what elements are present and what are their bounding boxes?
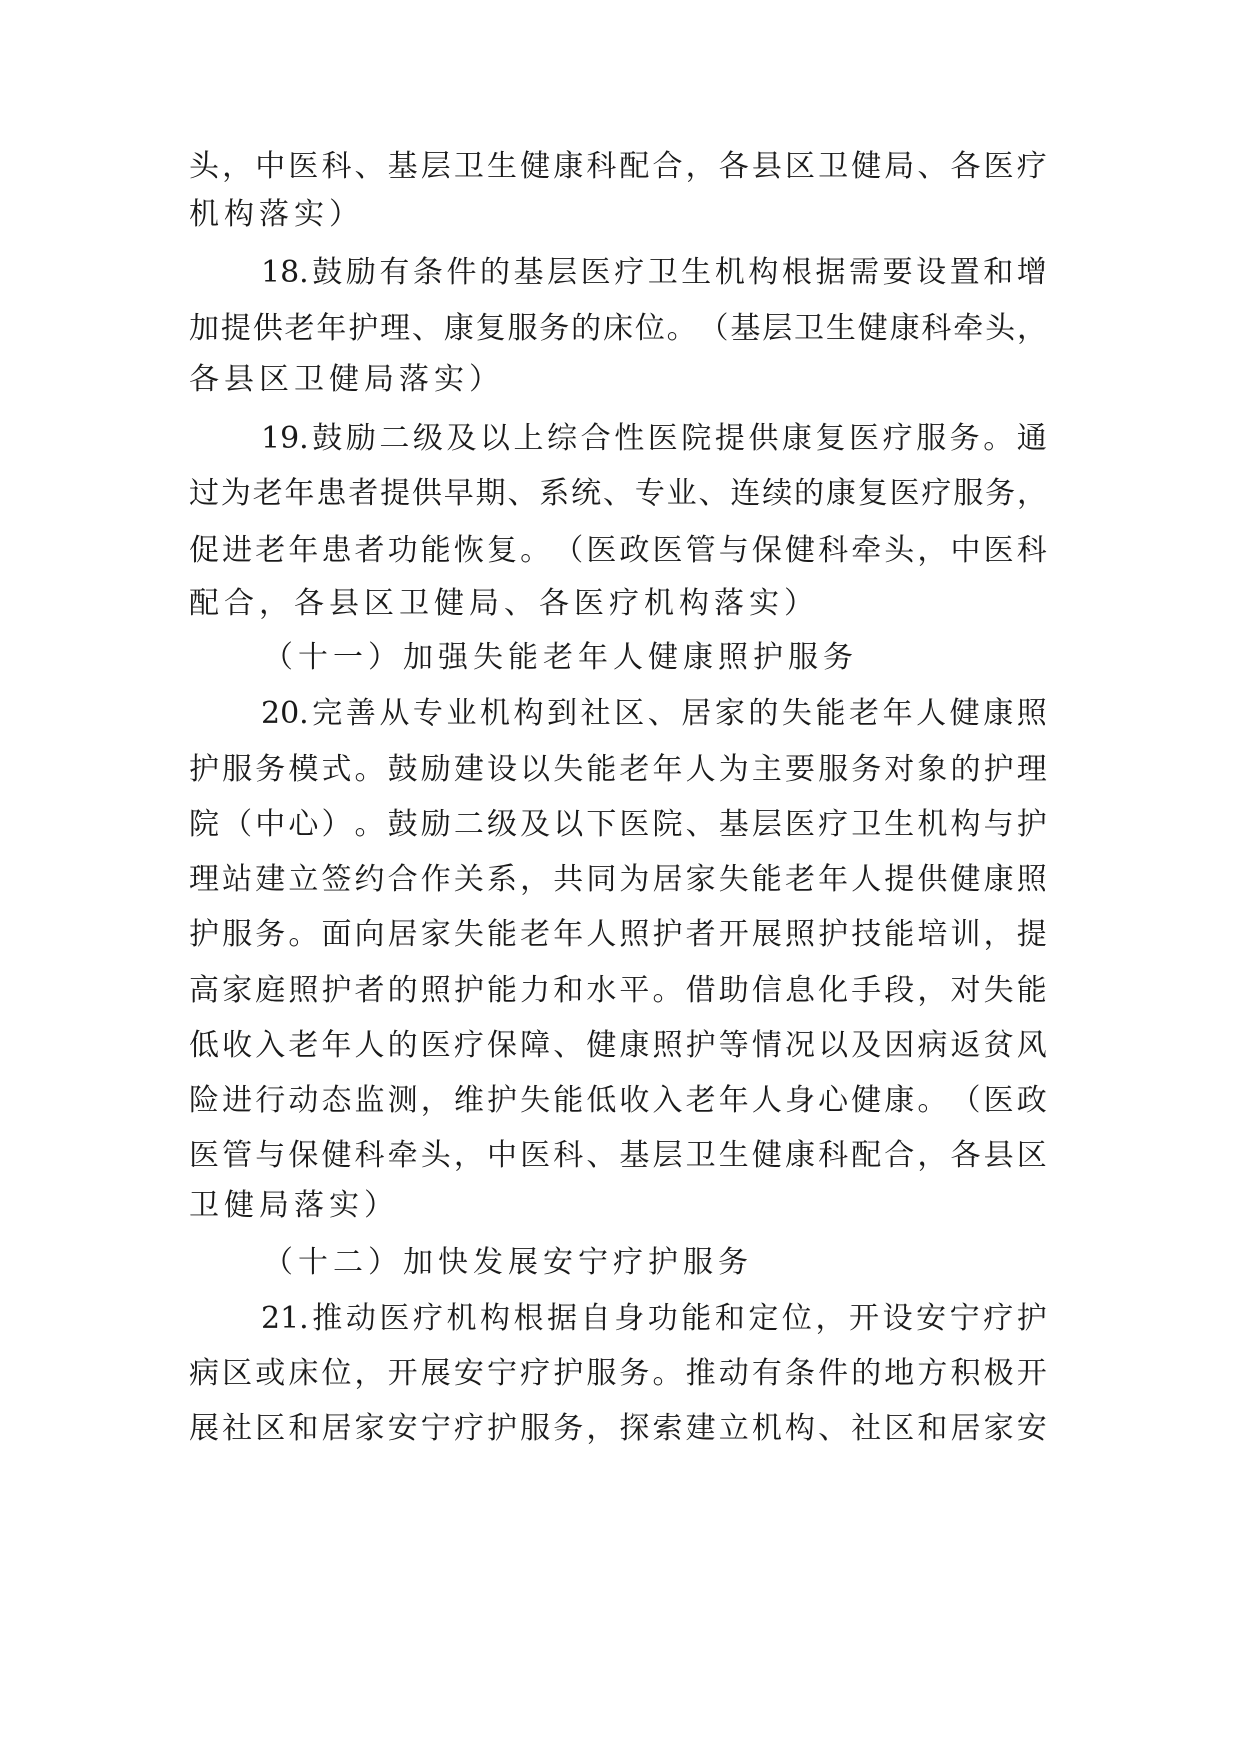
para-20-line-5: 护 服 务 。 面 向 居 家 失 能 老 年 人 照 护 者 开 展 照 护 技 能 培 训 ， 提 [189, 917, 1047, 952]
line-01: 头 ， 中 医 科 、 基 层 卫 生 健 康 科 配 合 ， 各 县 区 卫 健 局 、 各 医 疗 [189, 149, 1047, 184]
para-20-line-2: 护 服 务 模 式 。 鼓 励 建 设 以 失 能 老 年 人 为 主 要 服 务 对 象 的 护 理 [189, 752, 1047, 787]
para-20-line-4: 理 站 建 立 签 约 合 作 关 系 ， 共 同 为 居 家 失 能 老 年 人 提 供 健 康 照 [189, 862, 1047, 897]
para-18-line-2: 加 提 供 老 年 护 理 、 康 复 服 务 的 床 位 。 （ 基 层 卫 生 健 康 科 牵 头 ， [189, 311, 1047, 346]
para-20-line-1: 20. 完 善 从 专 业 机 构 到 社 区 、 居 家 的 失 能 老 年 人 健 康 照 [261, 696, 1047, 731]
para-21-line-2: 病 区 或 床 位 ， 开 展 安 宁 疗 护 服 务 。 推 动 有 条 件 的 地 方 积 极 开 [189, 1356, 1047, 1391]
para-19-line-2: 过 为 老 年 患 者 提 供 早 期 、 系 统 、 专 业 、 连 续 的 康 复 医 疗 服 务 ， [189, 476, 1047, 511]
line-02: 机构落实） [189, 197, 364, 232]
para-19-line-3: 促 进 老 年 患 者 功 能 恢 复 。 （ 医 政 医 管 与 保 健 科 牵 头 ， 中 医 科 [189, 533, 1047, 568]
para-19-line-1: 19. 鼓 励 二 级 及 以 上 综 合 性 医 院 提 供 康 复 医 疗 服 务 。 通 [261, 421, 1047, 456]
para-19-line-4: 配合，各县区卫健局、各医疗机构落实） [189, 586, 819, 621]
para-20-line-6: 高 家 庭 照 护 者 的 照 护 能 力 和 水 平 。 借 助 信 息 化 手 段 ， 对 失 能 [189, 973, 1047, 1008]
para-21-line-3: 展 社 区 和 居 家 安 宁 疗 护 服 务 ， 探 索 建 立 机 构 、 社 区 和 居 家 安 [189, 1411, 1047, 1446]
section-heading-12: （十二）加快发展安宁疗护服务 [263, 1245, 753, 1280]
para-20-line-8: 险 进 行 动 态 监 测 ， 维 护 失 能 低 收 入 老 年 人 身 心 健 康 。 （ 医 政 [189, 1083, 1047, 1118]
para-18-line-1: 18. 鼓 励 有 条 件 的 基 层 医 疗 卫 生 机 构 根 据 需 要 设 置 和 增 [261, 255, 1047, 290]
para-20-line-10: 卫健局落实） [189, 1188, 399, 1223]
section-heading-11: （十一）加强失能老年人健康照护服务 [263, 640, 858, 675]
para-21-line-1: 21. 推 动 医 疗 机 构 根 据 自 身 功 能 和 定 位 ， 开 设 安 宁 疗 护 [261, 1301, 1047, 1336]
para-20-line-9: 医 管 与 保 健 科 牵 头 ， 中 医 科 、 基 层 卫 生 健 康 科 配 合 ， 各 县 区 [189, 1138, 1047, 1173]
para-18-line-3: 各县区卫健局落实） [189, 362, 504, 397]
para-20-line-3: 院 （ 中 心 ） 。 鼓 励 二 级 及 以 下 医 院 、 基 层 医 疗 卫 生 机 构 与 护 [189, 807, 1047, 842]
para-20-line-7: 低 收 入 老 年 人 的 医 疗 保 障 、 健 康 照 护 等 情 况 以 及 因 病 返 贫 风 [189, 1028, 1047, 1063]
